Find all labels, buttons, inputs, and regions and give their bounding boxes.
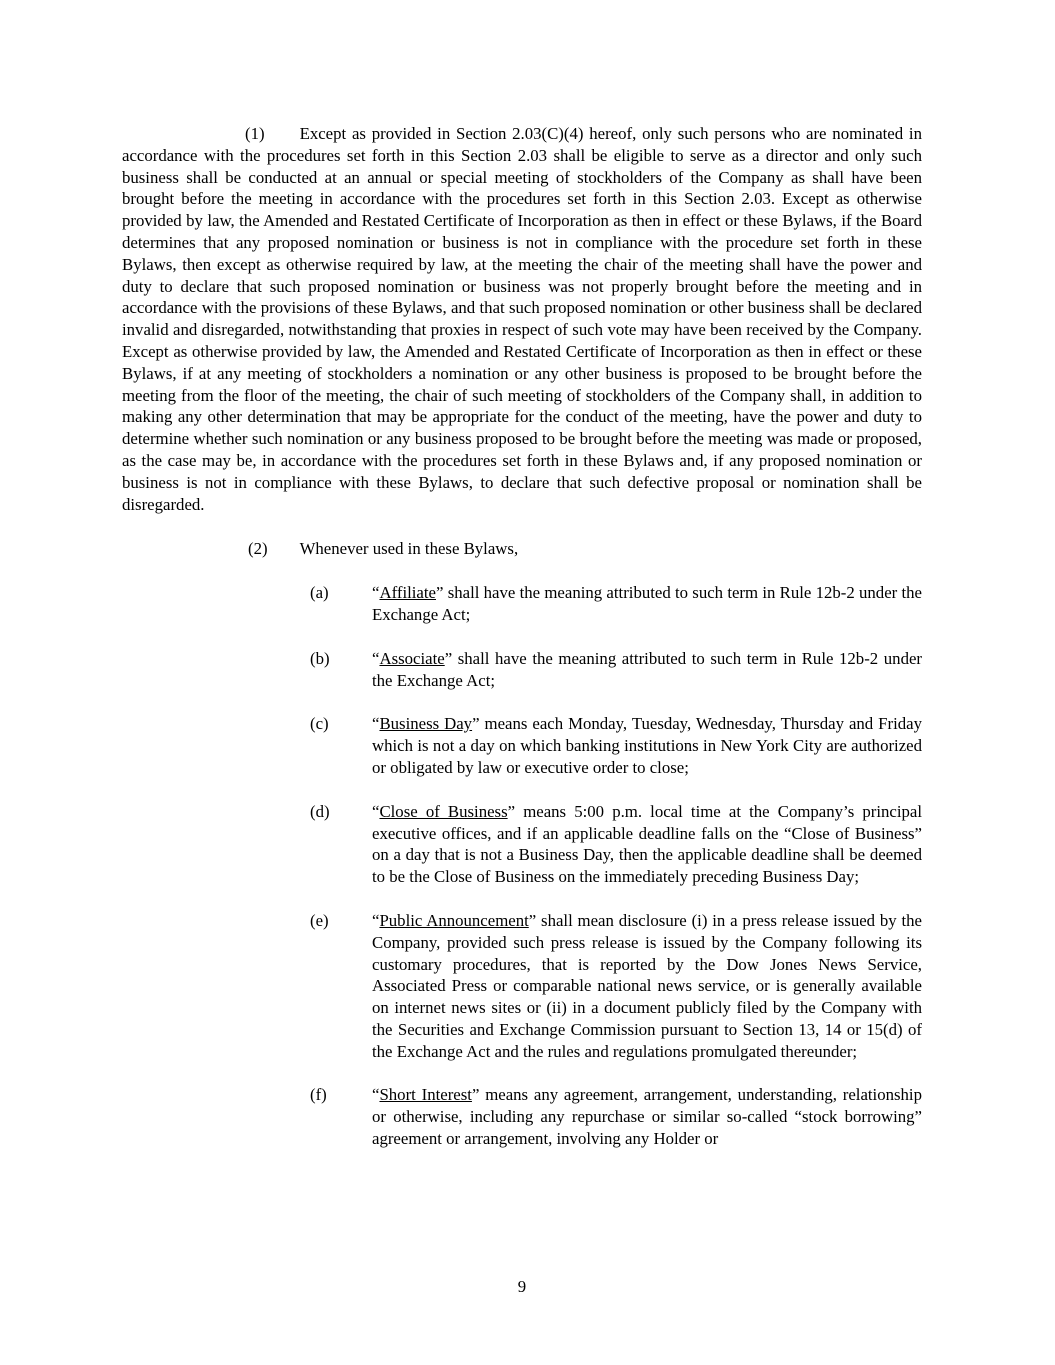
definition-item-a [310,582,922,626]
definition-text [372,648,922,692]
definition-body: ” means any agreement, arrangement, understanding, relationship or otherwise, including any repurchase or similar so-called “stock borrowing” agreement or arrangement, involving any Holder or [372,1085,922,1149]
definition-text [372,910,922,1063]
definitions-list [122,582,922,1150]
definition-label: (a) [310,583,329,603]
definition-label: (f) [310,1085,327,1105]
definition-body: ” means each Monday, Tuesday, Wednesday, Thursday and Friday which is not a day on which banking institutions in New York City are authorized or obligated by law or executive order to close; [372,714,922,777]
open-quote: “ [372,583,380,603]
definition-item-f [310,1084,922,1149]
definition-body: ” shall mean disclosure (i) in a press release issued by the Company, provided such press release is issued by the Company following its customary procedures, that is reported by the Dow Jones News Service, Associated Press or comparable national news service, or is generally available on internet news sites or (ii) in a document publicly filed by the Company with the Securities and Exchange Commission pursuant to Section 13, 14 or 15(d) of the Exchange Act and the rules and regulations promulgated thereunder; [372,910,922,1061]
definition-item-d [310,801,922,888]
definition-term: Close of Business [379,801,508,821]
open-quote: “ [372,910,380,930]
definition-text [372,713,922,778]
open-quote: “ [372,648,380,668]
definition-label: (b) [310,648,330,668]
definition-item-c [310,713,922,778]
open-quote: “ [372,714,380,734]
definition-term: Affiliate [379,583,436,603]
page-number: 9 [517,1277,527,1296]
definition-item-e [310,910,922,1063]
paragraph-2-label: (2) [248,539,268,559]
definition-label: (d) [310,801,330,821]
definition-term: Associate [379,648,445,668]
definition-body: ” shall have the meaning attributed to such term in Rule 12b-2 under the Exchange Act; [372,648,922,690]
definition-term: Business Day [379,714,473,734]
definition-body: ” means 5:00 p.m. local time at the Company’s principal executive offices, and if an applicable deadline falls on the “Close of Business” on a day that is not a Business Day, then the applicable deadline shall be deemed to be the Close of Business on the immediately preceding Business Day; [372,801,923,887]
paragraph-2 [248,538,922,560]
open-quote: “ [372,1085,380,1105]
paragraph-2-text: Whenever used in these Bylaws, [299,539,519,559]
paragraph-1-label: (1) [245,124,265,143]
paragraph-1 [122,123,922,515]
open-quote: “ [372,801,380,821]
definition-text [372,582,922,626]
paragraph-1-text: Except as provided in Section 2.03(C)(4) hereof, only such persons who are nominated in accordance with the procedures set forth in this Section 2.03 shall be eligible to serve as a director and only such business shall be conducted at an annual or special meeting of stockholders of the Company as shall have been brought before the meeting in accordance with the procedures set forth in this Section 2.03. Except as otherwise provided by law, the Amended and Restated Certificate of Incorporation as then in effect or these Bylaws, if the Board determines that any proposed nomination or business is not in compliance with the procedure set forth in these Bylaws, then except as otherwise required by law, at the meeting the chair of the meeting shall have the power and duty to declare that such proposed nomination or business was not properly brought before the meeting and in accordance with the provisions of these Bylaws, and that such proposed nomination or other business shall be declared invalid and disregarded, notwithstanding that proxies in respect of such vote may have been received by the Company. Except as otherwise provided by law, the Amended and Restated Certificate of Incorporation as then in effect or these Bylaws, if at any meeting of stockholders a nomination or any other business is proposed to be brought before the meeting from the floor of the meeting, the chair of such meeting of stockholders of the Company shall, in addition to making any other determination that may be appropriate for the conduct of the meeting, have the power and duty to determine whether such nomination or any business proposed to be brought before the meeting was made or proposed, as the case may be, in accordance with the procedures set forth in these Bylaws and, if any proposed nomination or business is not in compliance with these Bylaws, to declare that such defective proposal or nomination shall be disregarded. [122,124,922,514]
definition-label: (c) [310,714,329,734]
definition-label: (e) [310,910,329,930]
definition-item-b [310,648,922,692]
definition-body: ” shall have the meaning attributed to such term in Rule 12b-2 under the Exchange Act; [372,583,922,624]
definition-text [372,1084,922,1149]
definition-text [372,801,922,888]
definition-term: Public Announcement [379,910,529,930]
definition-term: Short Interest [379,1085,472,1105]
